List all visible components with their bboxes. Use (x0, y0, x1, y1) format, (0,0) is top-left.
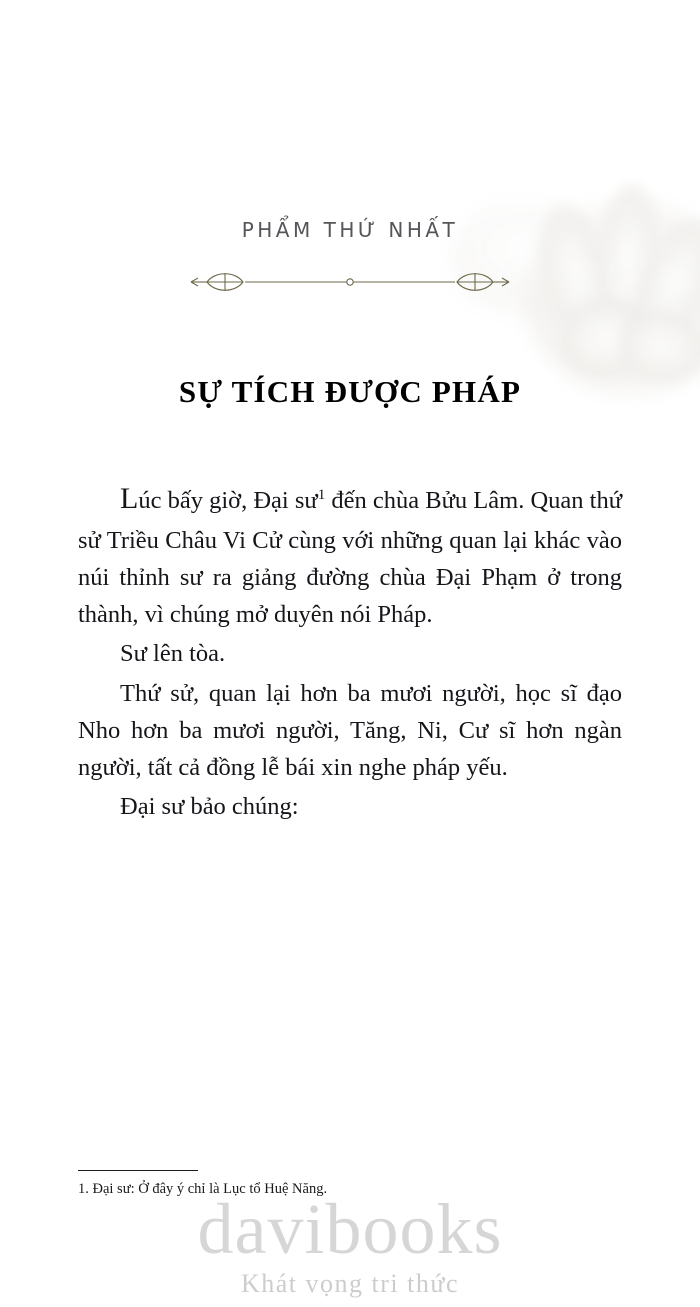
watermark-tagline: Khát vọng tri thức (240, 1269, 459, 1298)
chapter-title: SỰ TÍCH ĐƯỢC PHÁP (178, 374, 522, 409)
drop-cap: L (120, 482, 139, 515)
paragraph-2: Sư lên tòa. (120, 640, 226, 668)
chapter-label: PHẨM THỨ NHẤT (241, 218, 459, 242)
body-text (78, 476, 622, 825)
paragraph-3: Thứ sử, quan lại hơn ba mươi người, học sĩ đạo Nho hơn ba mươi người, Tăng, Ni, Cư sĩ hơn ngàn người, tất cả đồng lễ bái xin nghe pháp yếu. (78, 679, 622, 781)
paragraph-4: Đại sư bảo chúng: (120, 793, 299, 821)
watermark-brand: davibooks (197, 1189, 503, 1269)
footnote-reference[interactable]: 1 (317, 485, 326, 503)
document-page (0, 218, 700, 1307)
footnote-separator (78, 1170, 198, 1171)
footnote-text: 1. Đại sư: Ở đây ý chỉ là Lục tổ Huệ Năng. (78, 1181, 328, 1197)
footnote-area (78, 1170, 622, 1200)
paragraph-1-text-b: đến chùa Bửu Lâm. Quan thứ sử Triều Châu Vi Cử cùng với những quan lại khác vào núi thỉnh sư ra giảng đường chùa Đại Phạm ở trong thành, vì chúng mở duyên nói Pháp. (78, 487, 622, 629)
paragraph-1-text-a: úc bấy giờ, Đại sư (138, 487, 318, 514)
paragraph-1 (78, 476, 622, 633)
ornamental-divider (185, 262, 515, 302)
